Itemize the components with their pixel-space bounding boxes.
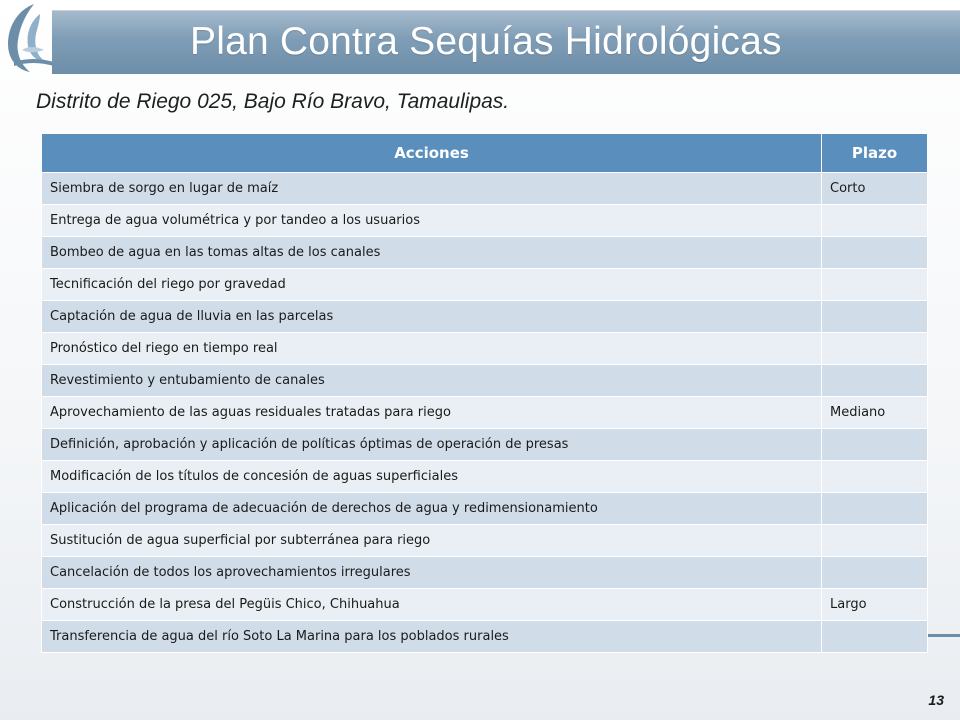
- accion-cell: Transferencia de agua del río Soto La Marina para los poblados rurales: [42, 621, 822, 653]
- header-acciones: Acciones: [42, 134, 822, 173]
- accion-cell: Siembra de sorgo en lugar de maíz: [42, 173, 822, 205]
- plazo-cell: [822, 333, 928, 365]
- table-row: [42, 333, 928, 365]
- accion-cell: Modificación de los títulos de concesión de aguas superficiales: [42, 461, 822, 493]
- plazo-cell: [822, 269, 928, 301]
- page-subtitle: Distrito de Riego 025, Bajo Río Bravo, Tamaulipas.: [36, 90, 510, 113]
- plazo-cell: [822, 237, 928, 269]
- water-drop-logo-icon: [0, 0, 60, 80]
- accion-cell: Construcción de la presa del Pegüis Chico, Chihuahua: [42, 589, 822, 621]
- accion-cell: Sustitución de agua superficial por subterránea para riego: [42, 525, 822, 557]
- plazo-cell: [822, 557, 928, 589]
- accion-cell: Cancelación de todos los aprovechamientos irregulares: [42, 557, 822, 589]
- table-row: [42, 493, 928, 525]
- plazo-cell: [822, 525, 928, 557]
- plazo-cell: Corto: [822, 173, 928, 205]
- table-row: [42, 173, 928, 205]
- plazo-cell: [822, 301, 928, 333]
- plazo-cell: [822, 621, 928, 653]
- accion-cell: Pronóstico del riego en tiempo real: [42, 333, 822, 365]
- plazo-cell: [822, 493, 928, 525]
- table-row: [42, 557, 928, 589]
- decorative-divider: [928, 634, 960, 637]
- plazo-cell: [822, 205, 928, 237]
- logo: [0, 0, 60, 80]
- plazo-cell: Mediano: [822, 397, 928, 429]
- accion-cell: Aprovechamiento de las aguas residuales tratadas para riego: [42, 397, 822, 429]
- table-row: [42, 237, 928, 269]
- table-row: [42, 589, 928, 621]
- table-row: [42, 205, 928, 237]
- plazo-cell: [822, 461, 928, 493]
- accion-cell: Aplicación del programa de adecuación de derechos de agua y redimensionamiento: [42, 493, 822, 525]
- accion-cell: Revestimiento y entubamiento de canales: [42, 365, 822, 397]
- table-row: [42, 269, 928, 301]
- accion-cell: Definición, aprobación y aplicación de políticas óptimas de operación de presas: [42, 429, 822, 461]
- table-row: [42, 365, 928, 397]
- page-title: Plan Contra Sequías Hidrológicas: [190, 20, 782, 63]
- plazo-cell: Largo: [822, 589, 928, 621]
- table-row: [42, 525, 928, 557]
- plazo-cell: [822, 365, 928, 397]
- accion-cell: Bombeo de agua en las tomas altas de los canales: [42, 237, 822, 269]
- table-row: [42, 429, 928, 461]
- accion-cell: Captación de agua de lluvia en las parcelas: [42, 301, 822, 333]
- accion-cell: Tecnificación del riego por gravedad: [42, 269, 822, 301]
- table-row: [42, 621, 928, 653]
- table-header-row: [42, 134, 928, 173]
- table-row: [42, 301, 928, 333]
- header-plazo: Plazo: [822, 134, 928, 173]
- actions-table: [41, 133, 928, 653]
- page-number: 13: [928, 692, 944, 708]
- accion-cell: Entrega de agua volumétrica y por tandeo a los usuarios: [42, 205, 822, 237]
- table-row: [42, 397, 928, 429]
- table-row: [42, 461, 928, 493]
- plazo-cell: [822, 429, 928, 461]
